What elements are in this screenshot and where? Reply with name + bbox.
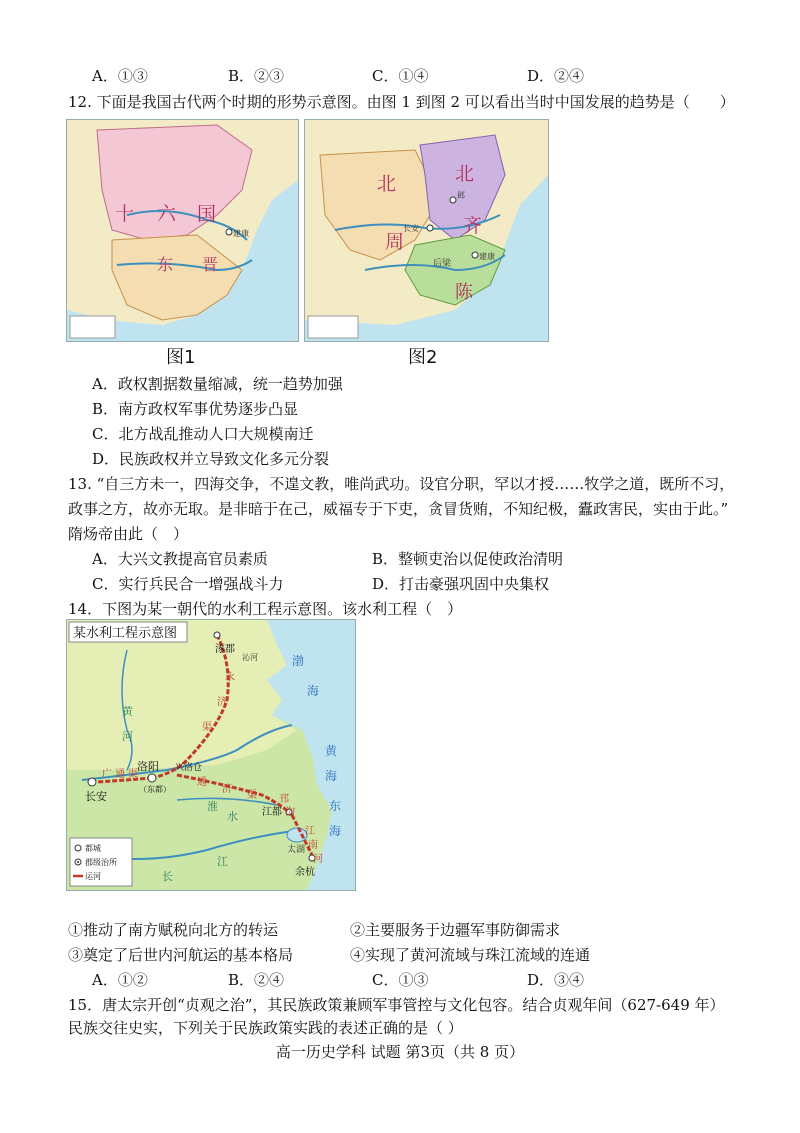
figure-1-map — [66, 119, 299, 342]
canal-yj-3: 渠 — [202, 722, 212, 733]
fig1-city-jiankang: 建康 — [233, 229, 249, 238]
fig1-label-liu: 六 — [157, 203, 177, 225]
place-jiangdu: 江都 — [262, 807, 282, 818]
q13-option-c[interactable]: C．实行兵民合一增强战斗力 — [92, 575, 284, 593]
fig2-label-bei1: 北 — [377, 173, 397, 195]
q14-statement-1: ①推动了南方赋税向北方的转运 — [68, 921, 279, 939]
q14-option-b[interactable]: B．②④ — [228, 971, 285, 989]
sea-dong: 东 — [329, 799, 342, 813]
canal-tj-3: 渠 — [247, 790, 257, 801]
river-shui: 水 — [227, 810, 238, 823]
sea-hai-2: 海 — [329, 824, 342, 838]
canal-tj-2: 济 — [222, 784, 232, 795]
place-qinghe: 沁河 — [242, 653, 258, 662]
q13-line-2: 政事之方，故亦无取。是非暗于在己，威福专于下吏，贪冒货贿，不知纪极，蠹政害民，实由于此。” — [68, 500, 729, 518]
q12-stem: 12. 下面是我国古代两个时期的形势示意图。由图 1 到图 2 可以看出当时中国发展的趋势是（ ） — [68, 93, 735, 111]
river-jiang: 江 — [217, 855, 228, 868]
q11-option-b[interactable]: B．②③ — [228, 67, 285, 85]
fig1-label-jin: 晋 — [202, 255, 219, 274]
q13-line-3: 隋炀帝由此（ ） — [68, 525, 189, 543]
q12-option-a[interactable]: A．政权割据数量缩减，统一趋势加强 — [92, 375, 343, 393]
q12-option-c[interactable]: C．北方战乱推动人口大规模南迁 — [92, 425, 314, 443]
river-he: 河 — [122, 730, 133, 743]
q13-option-b[interactable]: B．整顿吏治以促使政治清明 — [372, 550, 564, 568]
canal-hg-1: 邗 — [279, 794, 289, 805]
canal-tj-1: 通 — [197, 777, 207, 788]
q14-option-c[interactable]: C．①③ — [372, 971, 429, 989]
q13-line-1: 13. “自三方未一，四海交争，不遑文教，唯尚武功。设官分职，罕以才授……牧学之道，既所不习， — [68, 475, 735, 493]
q14-option-a[interactable]: A．①② — [92, 971, 148, 989]
place-dongdu: （东都） — [139, 785, 171, 794]
figure-2-map — [304, 119, 549, 342]
figure-2-caption: 图2 — [408, 347, 438, 368]
place-xingluo: 兴洛仓 — [175, 763, 203, 773]
q11-option-d[interactable]: D．②④ — [527, 67, 585, 85]
canal-yj-1: 永 — [225, 672, 235, 683]
canal-hg-2: 沟 — [285, 807, 295, 818]
legend-capital: 都城 — [85, 844, 101, 853]
fig2-city-jiankang: 建康 — [479, 252, 495, 261]
figure-1-caption: 图1 — [166, 347, 196, 368]
page-footer: 高一历史学科 试题 第3页（共 8 页） — [275, 1043, 525, 1061]
q14-stem: 14．下图为某一朝代的水利工程示意图。该水利工程（ ） — [68, 600, 463, 618]
legend-prefecture: 郡级治所 — [85, 858, 117, 867]
sea-hai-3: 海 — [325, 769, 338, 783]
sea-huang: 黄 — [325, 744, 338, 758]
place-taihu: 太湖 — [287, 845, 306, 855]
fig1-label-guo: 国 — [197, 203, 217, 225]
fig2-city-changan: 长安 — [403, 224, 419, 233]
canal-yj-2: 济 — [217, 697, 227, 708]
place-zhuojun: 涿郡 — [215, 644, 235, 655]
fig2-city-ye: 邺 — [457, 191, 465, 200]
q11-option-c[interactable]: C．①④ — [372, 67, 429, 85]
place-changan: 长安 — [85, 790, 107, 803]
fig2-city-houliang: 后梁 — [433, 259, 452, 269]
fig1-label-dong: 东 — [157, 255, 174, 274]
q14-statement-4: ④实现了黄河流域与珠江流域的连通 — [350, 946, 591, 964]
q15-line-1: 15．唐太宗开创“贞观之治”，其民族政策兼顾军事管控与文化包容。结合贞观年间（627-649 年） — [68, 996, 725, 1014]
canal-jn-3: 河 — [313, 854, 323, 865]
q12-option-b[interactable]: B．南方政权军事优势逐步凸显 — [92, 400, 299, 418]
canal-jn-2: 南 — [308, 840, 318, 851]
fig2-label-bei2: 北 — [455, 163, 475, 185]
q11-option-a[interactable]: A．①③ — [92, 67, 148, 85]
river-huang: 黄 — [122, 705, 133, 718]
river-huai: 淮 — [207, 800, 218, 813]
river-chang: 长 — [162, 870, 173, 883]
q14-statement-2: ②主要服务于边疆军事防御需求 — [350, 921, 561, 939]
q13-option-a[interactable]: A．大兴文教提高官员素质 — [92, 550, 268, 568]
canal-gt-2: 通 — [115, 769, 125, 780]
legend-canal: 运河 — [85, 872, 101, 881]
canal-map — [66, 619, 356, 891]
place-yuhang: 余杭 — [295, 867, 315, 878]
q14-statement-3: ③奠定了后世内河航运的基本格局 — [68, 946, 294, 964]
fig2-label-qi: 齐 — [463, 215, 483, 237]
sea-hai-1: 海 — [307, 684, 320, 698]
fig1-label-shi: 十 — [115, 203, 135, 225]
place-luoyang: 洛阳 — [137, 760, 159, 773]
fig2-label-chen: 陈 — [455, 282, 473, 303]
canal-gt-3: 渠 — [128, 769, 138, 780]
sea-bo: 渤 — [292, 654, 305, 668]
canal-jn-1: 江 — [305, 826, 315, 837]
canal-gt-1: 广 — [102, 769, 112, 780]
q13-option-d[interactable]: D．打击豪强巩固中央集权 — [372, 575, 550, 593]
fig2-label-zhou: 周 — [385, 231, 405, 253]
q12-option-d[interactable]: D．民族政权并立导致文化多元分裂 — [92, 450, 330, 468]
q14-option-d[interactable]: D．③④ — [527, 971, 585, 989]
canal-map-title: 某水利工程示意图 — [73, 626, 178, 641]
q15-line-2: 民族交往史实，下列关于民族政策实践的表述正确的是（ ） — [68, 1019, 463, 1037]
